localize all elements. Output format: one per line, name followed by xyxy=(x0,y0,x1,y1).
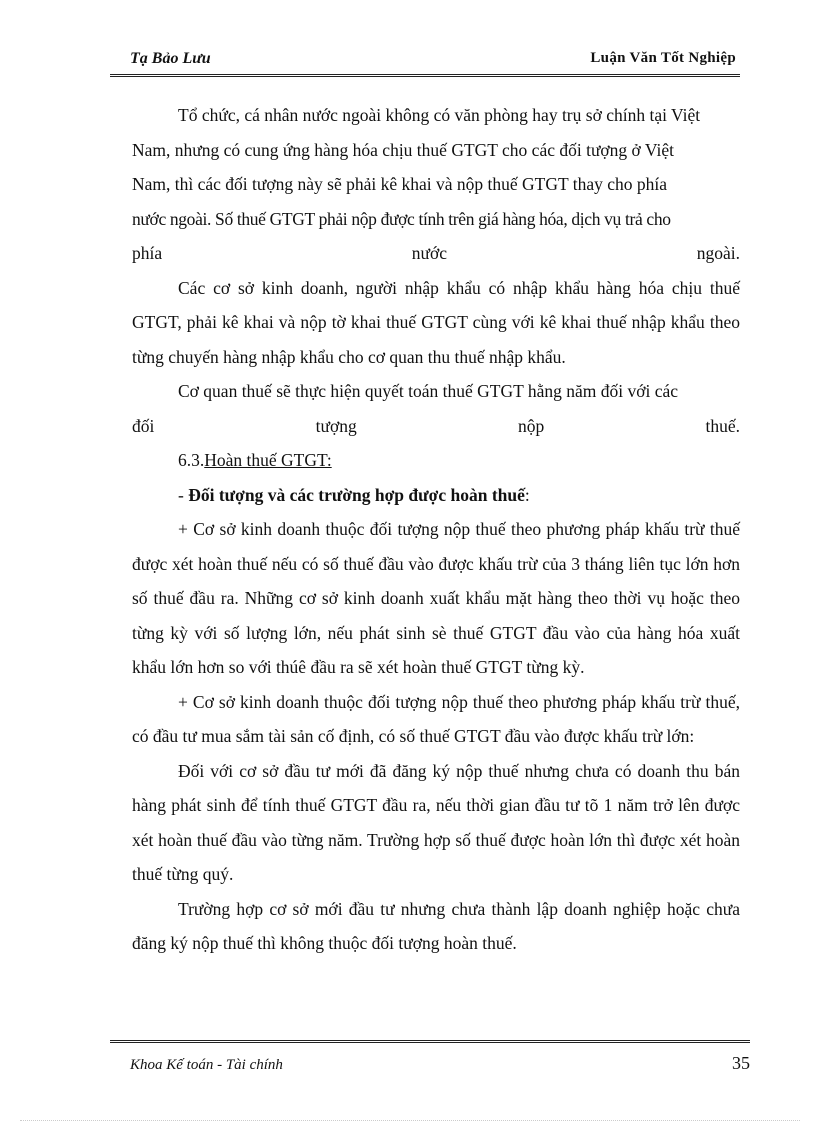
word: phía xyxy=(132,243,163,263)
page-edge-divider xyxy=(20,1120,800,1121)
page-footer xyxy=(110,1040,750,1089)
section-heading xyxy=(132,443,740,478)
bullet-prefix: - xyxy=(178,484,189,505)
document-body xyxy=(132,98,740,961)
paragraph-5: + Cơ sở kinh doanh thuộc đối tượng nộp thuế theo phương pháp khấu trừ thuế, có đầu tư mua sắm tài sản cố định, có số thuế GTGT đầu vào được khấu trừ lớn: xyxy=(132,691,740,746)
bullet-suffix: : xyxy=(524,484,530,505)
paragraph-1-line-1: Tổ chức, cá nhân nước ngoài không có văn phòng hay trụ sở chính tại Việt xyxy=(178,105,701,125)
page-header xyxy=(110,48,740,77)
paragraph-7: Trường hợp cơ sở mới đầu tư nhưng chưa thành lập doanh nghiệp hoặc chưa đăng ký nộp thuế thì không thuộc đối tượng hoàn thuế. xyxy=(132,898,740,953)
paragraph-2: Các cơ sở kinh doanh, người nhập khẩu có nhập khẩu hàng hóa chịu thuế GTGT, phải kê khai và nộp tờ khai thuế GTGT cùng với kê khai thuế nhập khẩu theo từng chuyến hàng nhập khẩu cho cơ quan thu thuế nhập khẩu. xyxy=(132,277,740,367)
footer-department: Khoa Kế toán - Tài chính xyxy=(130,1057,283,1073)
word: nộp xyxy=(517,415,545,436)
header-title: Luận Văn Tốt Nghiệp xyxy=(590,50,736,66)
header-author: Tạ Bảo Lưu xyxy=(130,50,211,67)
section-number: 6.3. xyxy=(178,450,205,470)
word: thuế. xyxy=(705,415,740,436)
paragraph-1-line-4: nước ngoài. Số thuế GTGT phải nộp được tính trên giá hàng hóa, dịch vụ trả cho xyxy=(132,208,671,229)
paragraph-3-line-1: Cơ quan thuế sẽ thực hiện quyết toán thuế GTGT hằng năm đối với các xyxy=(178,381,679,401)
page-number: 35 xyxy=(732,1053,750,1073)
paragraph-6: Đối với cơ sở đầu tư mới đã đăng ký nộp thuế nhưng chưa có doanh thu bán hàng phát sinh để tính thuế GTGT đầu ra, nếu thời gian đầu tư tõ 1 năm trở lên được xét hoàn thuế đầu vào từng năm. Trường hợp số thuế được hoàn lớn thì được xét hoàn thuế từng quý. xyxy=(132,760,740,884)
paragraph-1-line-2: Nam, nhưng có cung ứng hàng hóa chịu thuế GTGT cho các đối tượng ở Việt xyxy=(132,139,674,160)
paragraph-3-last-line xyxy=(132,409,740,444)
paragraph-1-line-3: Nam, thì các đối tượng này sẽ phải kê khai và nộp thuế GTGT thay cho phía xyxy=(132,174,668,194)
section-title: Hoàn thuế GTGT: xyxy=(204,450,332,470)
paragraph-1-last-line xyxy=(132,236,740,271)
word: nước xyxy=(411,243,448,263)
word: ngoài. xyxy=(696,243,740,263)
paragraph-4: + Cơ sở kinh doanh thuộc đối tượng nộp thuế theo phương pháp khấu trừ thuế được xét hoàn thuế nếu có số thuế đầu vào được khấu trừ của 3 tháng liên tục lớn hơn số thuế đầu ra. Những cơ sở kinh doanh xuất khẩu mặt hàng theo thời vụ hoặc theo từng kỳ với số lượng lớn, nếu phát sinh sè thuế GTGT đầu vào của hàng hóa xuất khẩu lớn hơn so với thúê đầu ra sẽ xét hoàn thuế GTGT từng kỳ. xyxy=(132,519,740,677)
word: tượng xyxy=(315,415,357,436)
bullet-bold-text: Đối tượng và các trường hợp được hoàn thuế xyxy=(188,484,525,505)
word: đối xyxy=(132,415,155,436)
bullet-heading xyxy=(132,478,740,513)
